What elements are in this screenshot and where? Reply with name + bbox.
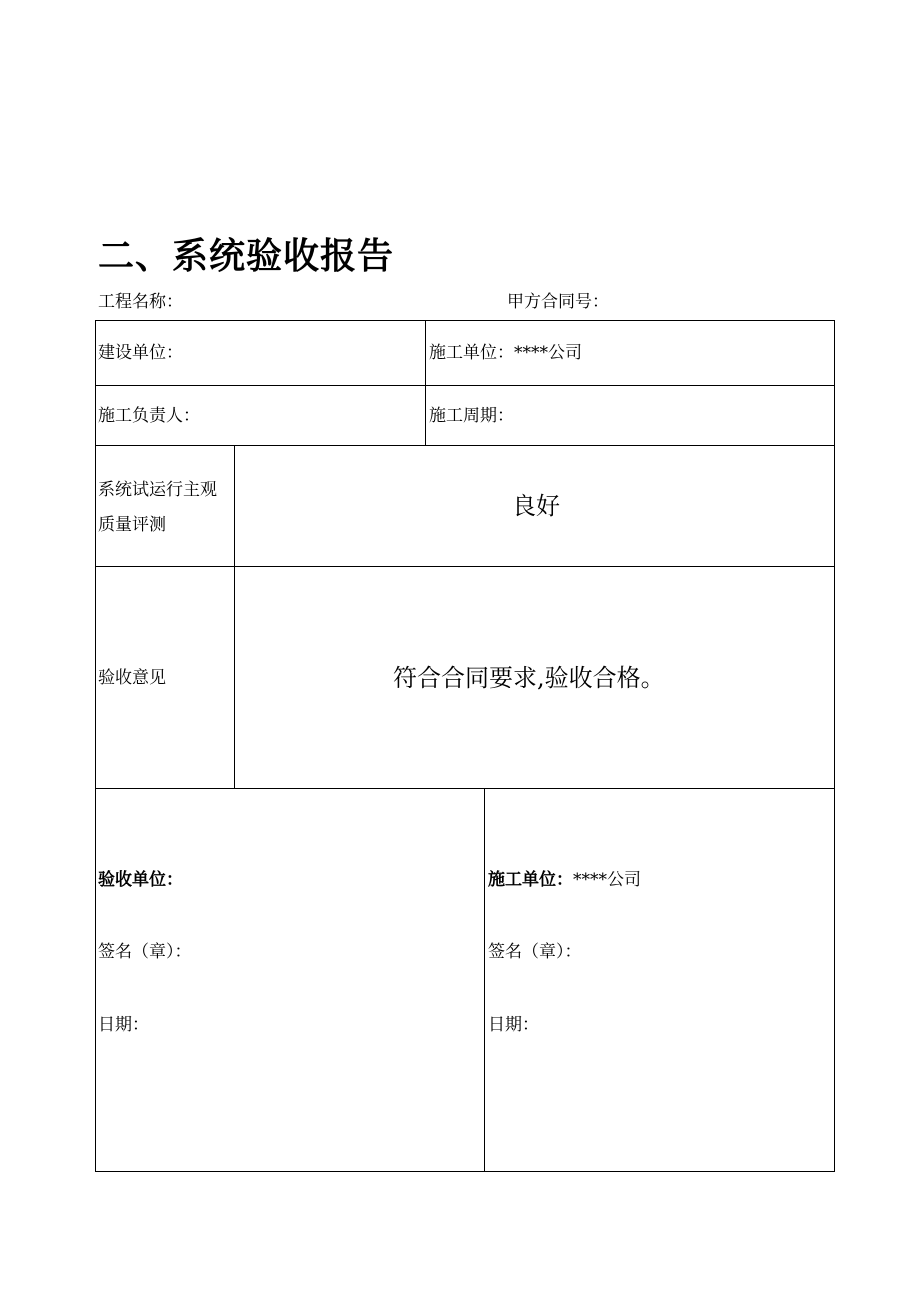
opinion-label: 验收意见 <box>98 668 166 688</box>
right-date-label: 日期： <box>488 1015 539 1035</box>
quality-value: 良好 <box>512 492 560 520</box>
column-divider <box>484 788 485 1172</box>
contract-no-label: 甲方合同号： <box>507 292 609 312</box>
quality-label-line2: 质量评测 <box>98 515 166 535</box>
column-divider <box>425 320 426 446</box>
project-name-label: 工程名称： <box>98 292 183 312</box>
row-divider <box>95 385 835 386</box>
left-signature-label: 签名（章）： <box>98 942 192 962</box>
row-divider <box>95 788 835 789</box>
row-divider <box>95 566 835 567</box>
construction-unit-value: ****公司 <box>573 870 641 890</box>
construction-unit-cell <box>488 868 641 892</box>
manager-label: 施工负责人： <box>98 406 200 426</box>
opinion-value: 符合合同要求,验收合格。 <box>393 664 665 692</box>
row-divider <box>95 445 835 446</box>
column-divider <box>234 445 235 789</box>
quality-label-line1: 系统试运行主观 <box>98 480 217 500</box>
page-title: 二、系统验收报告 <box>98 236 395 277</box>
contractor-value: ****公司 <box>514 343 582 363</box>
period-label: 施工周期： <box>429 406 514 426</box>
acceptance-unit-label: 验收单位： <box>98 870 183 890</box>
construction-unit-label: 施工单位： <box>488 870 573 890</box>
owner-label: 建设单位： <box>98 343 183 363</box>
contractor-label: 施工单位： <box>429 343 514 363</box>
report-table <box>95 320 835 1172</box>
right-signature-label: 签名（章）： <box>488 942 582 962</box>
left-date-label: 日期： <box>98 1015 149 1035</box>
contractor-cell <box>429 341 582 365</box>
